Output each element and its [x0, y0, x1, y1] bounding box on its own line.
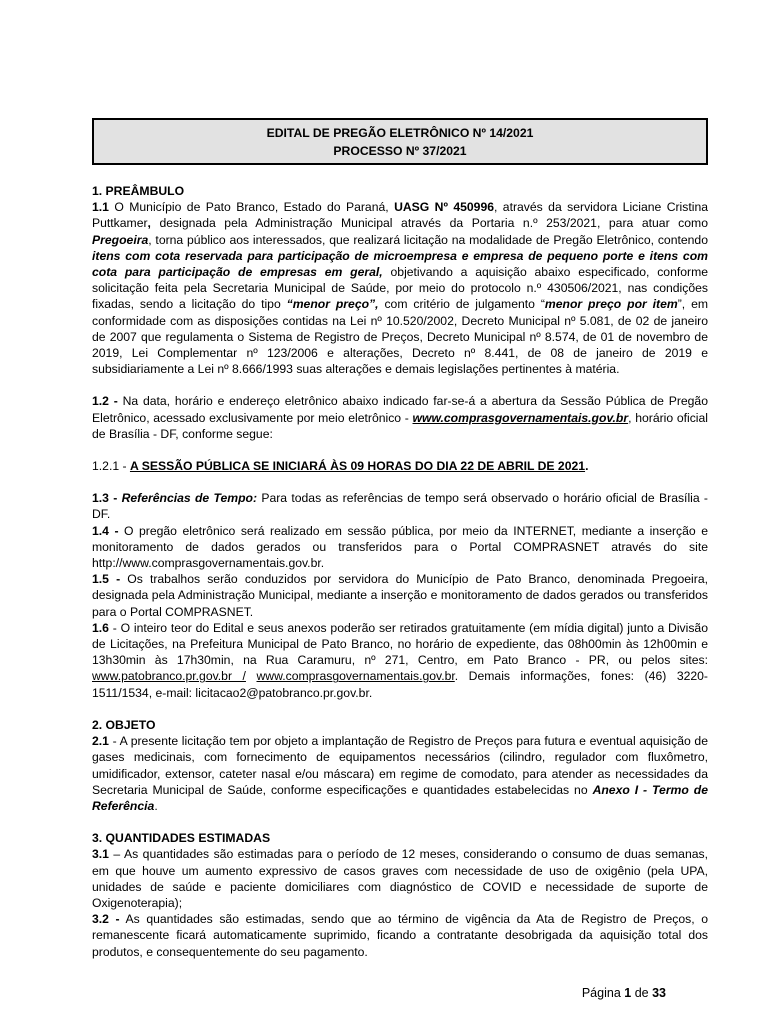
clause-number: 1.5 - — [92, 572, 121, 587]
edital-title: EDITAL DE PREGÃO ELETRÔNICO Nº 14/2021 — [266, 126, 534, 140]
time-reference-label: Referências de Tempo: — [117, 491, 258, 506]
annex-reference: Anexo I - Termo de Referência — [92, 782, 708, 813]
clause-number: 1.2 - — [92, 394, 118, 409]
paragraph-1-4: 1.4 - O pregão eletrônico será realizado em sessão pública, por meio da INTERNET, mediante a inserção e monitoramento de dados gerados ou transferidos para o Portal COMPRASNET através do site http://www.comprasgovernamentais.gov.br. — [92, 523, 708, 571]
cota-clause: itens com cota reservada para participação de microempresa e empresa de pequeno porte e itens com cota para participação de empresas em geral, — [92, 248, 708, 280]
page-number-footer — [582, 986, 666, 1000]
patobranco-link[interactable]: www.patobranco.pr.gov.br / — [92, 669, 246, 684]
comprasgov-link[interactable]: www.comprasgovernamentais.gov.br — [412, 410, 629, 425]
session-start-notice: A SESSÃO PÚBLICA SE INICIARÁ ÀS 09 HORAS DO DIA 22 DE ABRIL DE 2021 — [129, 459, 586, 474]
paragraph-1-1: 1.1 O Município de Pato Branco, Estado do Paraná, UASG Nº 450996, através da servidora Liciane Cristina Puttkamer, designada pela Administração Municipal através da Portaria n.º 253/2021, para atuar como Pregoeira, torna público aos interessados, que realizará licitação na modalidade de Pregão Eletrônico, contendo itens com cota reservada para participação de microempresa e empresa de pequeno porte e itens com cota para participação de empresas em geral, objetivando a aquisição abaixo especificado, conforme solicitação feita pela Secretaria Municipal de Saúde, por meio do protocolo n.º 430506/2021, nas condições fixadas, sendo a licitação do tipo “menor preço”, com critério de julgamento “menor preço por item”, em conformidade com as disposições contidas na Lei nº 10.520/2002, Decreto Municipal nº 5.081, de 02 de janeiro de 2007 que regulamenta o Sistema de Registro de Preços, Decreto Municipal nº 8.574, de 01 de novembro de 2019, Lei Complementar nº 123/2006 e alterações, Decreto nº 8.441, de 08 de janeiro de 2019 e subsidiariamente a Lei nº 8.666/1993 suas alterações e demais legislações pertinentes à matéria. — [92, 200, 709, 377]
current-page: 1 — [624, 986, 632, 1000]
paragraph-2-1: 2.1 - A presente licitação tem por objeto a implantação de Registro de Preços para futura e eventual aquisição de gases medicinais, com fornecimento de equipamentos necessários (cilindro, regulador com fluxômetro, umidificador, extensor, cateter nasal e/ou máscara) em regime de comodato, para atender as necessidades da Secretaria Municipal de Saúde, conforme especificações e quantidades estabelecidas no Anexo I - Termo de Referência. — [92, 734, 708, 813]
title-box — [92, 118, 708, 165]
clause-number: 1.2.1 — [92, 459, 120, 474]
paragraph-1-2-1: 1.2.1 - A SESSÃO PÚBLICA SE INICIARÁ ÀS 09 HORAS DO DIA 22 DE ABRIL DE 2021. — [92, 459, 589, 474]
pregoeira-term: Pregoeira — [92, 232, 149, 247]
paragraph-1-5: 1.5 - Os trabalhos serão conduzidos por servidora do Município de Pato Branco, denominada Pregoeira, designada pela Administração Municipal, mediante a inserção e monitoramento de dados gerados ou transferidos para o Portal COMPRASNET. — [92, 572, 708, 619]
clause-number: 1.6 — [92, 620, 109, 635]
paragraph-1-3: 1.3 - Referências de Tempo: Para todas as referências de tempo será observado o horário oficial de Brasília - DF. — [92, 491, 708, 522]
section-2-heading: 2. OBJETO — [92, 717, 156, 732]
paragraph-1-6: 1.6 - O inteiro teor do Edital e seus anexos poderão ser retirados gratuitamente (em mídia digital) junto a Divisão de Licitações, na Prefeitura Municipal de Pato Branco, no horário de expediente, das 08h00min às 12h00min e 13h30min às 17h30min, na Rua Caramuru, nº 271, Centro, em Pato Branco - PR, ou pelos sites: www.patobranco.pr.gov.br / www.comprasgovernamentais.gov.br. Demais informações, fones: (46) 3220-1511/1534, e-mail: licitacao2@patobranco.pr.gov.br. — [92, 620, 708, 700]
section-3-heading: 3. QUANTIDADES ESTIMADAS — [92, 831, 271, 846]
total-pages: 33 — [652, 986, 666, 1000]
clause-number: 2.1 — [92, 734, 109, 749]
clause-number: 3.1 — [92, 847, 109, 862]
of-label: de — [634, 986, 649, 1000]
page-label: Página — [581, 986, 621, 1000]
processo-title: PROCESSO Nº 37/2021 — [333, 144, 467, 158]
document-body — [92, 118, 708, 960]
section-1-heading: 1. PREÂMBULO — [92, 184, 185, 198]
clause-number: 1.1 — [92, 200, 109, 215]
menor-preco-item-term: menor preço por item — [544, 297, 678, 312]
paragraph-1-2: 1.2 - Na data, horário e endereço eletrônico abaixo indicado far-se-á a abertura da Sessão Pública de Pregão Eletrônico, acessado exclusivamente por meio eletrônico - www.comprasgovernamentais.gov.br, horário oficial de Brasília - DF, conforme segue: — [92, 394, 708, 441]
clause-number: 1.4 - — [92, 523, 119, 538]
uasg-number: UASG Nº 450996 — [394, 200, 495, 215]
paragraph-3-1: 3.1 – As quantidades são estimadas para o período de 12 meses, considerando o consumo de duas semanas, em que houve um aumento expressivo de casos graves com necessidade de uso de oxigênio (pela UPA, unidades de saúde e paciente domiciliares com diagnóstico de COVID e necessidade de suporte de Oxigenoterapia); — [92, 847, 708, 910]
menor-preco-term: “menor preço”, — [286, 297, 379, 312]
clause-number: 1.3 - — [92, 491, 118, 506]
comprasgov-link-2[interactable]: www.comprasgovernamentais.gov.br — [256, 669, 455, 684]
paragraph-3-2: 3.2 - As quantidades são estimadas, sendo que ao término de vigência da Ata de Registro de Preços, o remanescente ficará automaticamente suprimido, ficando a contratante desobrigada da aquisição total dos produtos, e consequentemente do seu pagamento. — [92, 912, 708, 959]
clause-number: 3.2 - — [92, 912, 120, 927]
